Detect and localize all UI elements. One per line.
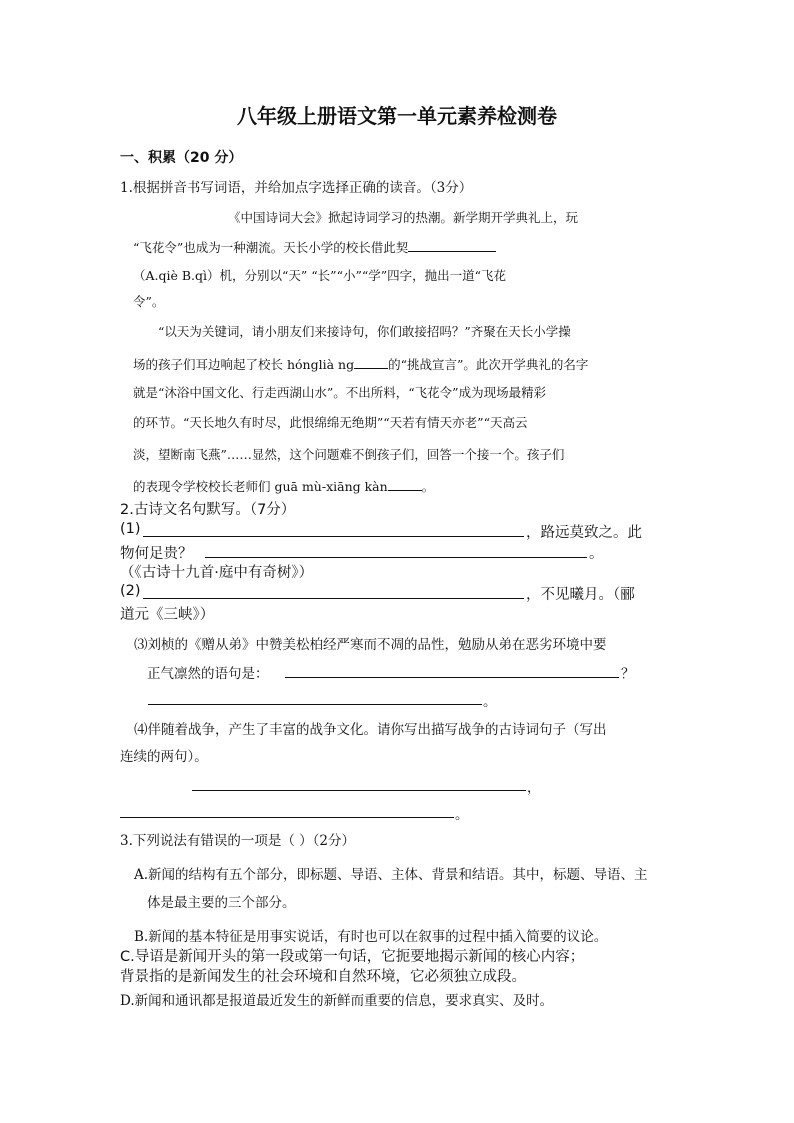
- passage-line: “以天为关键词，请小朋友们来接诗句，你们敢接招吗？”齐聚在天长小学操: [158, 324, 571, 339]
- recitation-label: (2): [120, 583, 141, 599]
- passage-text: 。: [421, 479, 435, 494]
- answer-line[interactable]: [120, 817, 454, 818]
- answer-line[interactable]: [143, 536, 524, 537]
- recitation-text: ，不见曦月。（郦: [526, 587, 635, 603]
- passage-text: “飞花令”也成为一种潮流。天长小学的校长借此契: [133, 240, 409, 255]
- section-heading: 一、积累（20 分）: [120, 150, 243, 166]
- passage-line: [133, 476, 434, 495]
- answer-line[interactable]: [192, 790, 526, 791]
- option-a[interactable]: A.新闻的结构有五个部分，即标题、导语、主体、背景和结语。其中，标题、导语、主: [134, 867, 648, 883]
- passage-line: 的环节。“天长地久有时尽，此恨绵绵无绝期”“天若有情天亦老”“天高云: [133, 415, 528, 430]
- page-title: 八年级上册语文第一单元素养检测卷: [237, 104, 557, 128]
- answer-line[interactable]: [205, 557, 587, 558]
- passage-text: 场的孩子们耳边响起了校长 hónglià ng: [133, 357, 355, 372]
- question-3-stem: 3.下列说法有错误的一项是（ ）（2分）: [120, 833, 356, 849]
- option-c[interactable]: C.导语是新闻开头的第一段或第一句话，它扼要地揭示新闻的核心内容；: [120, 949, 585, 965]
- option-c-continued: 背景指的是新闻发生的社会环境和自然环境，它必须独立成段。: [120, 969, 526, 985]
- passage-line: 淡，望断南飞燕”……显然，这个问题难不倒孩子们，回答一个接一个。孩子们: [133, 447, 565, 462]
- recitation-text: 物何足贵？: [120, 546, 193, 562]
- recitation-prompt: ⑷伴随着战争，产生了丰富的战争文化。请你写出描写战争的古诗词句子（写出: [134, 722, 607, 738]
- question-1-stem: 1.根据拼音书写词语，并给加点字选择正确的读音。（3分）: [120, 180, 473, 196]
- passage-line: [133, 354, 588, 373]
- option-a-continued: 体是最主要的三个部分。: [147, 895, 296, 911]
- option-d[interactable]: D.新闻和通讯都是报道最近发生的新鲜而重要的信息，要求真实、及时。: [120, 993, 554, 1009]
- answer-line[interactable]: [148, 704, 482, 705]
- answer-line[interactable]: [285, 677, 619, 678]
- recitation-prompt: ⑶刘桢的《赠从弟》中赞美松柏经严寒而不凋的品性，勉励从弟在恶劣环境中要: [134, 637, 607, 653]
- recitation-text: ？: [621, 666, 635, 682]
- option-b[interactable]: B.新闻的基本特征是用事实说话，有时也可以在叙事的过程中插入简要的议论。: [134, 929, 608, 945]
- recitation-prompt: 连续的两句）。: [120, 749, 208, 765]
- answer-blank[interactable]: [408, 237, 496, 252]
- passage-line: [133, 237, 496, 256]
- answer-blank[interactable]: [388, 476, 422, 491]
- passage-text: 的“挑战宣言”。此次开学典礼的名字: [388, 357, 589, 372]
- passage-line: （A.qiè B.qì）机，分别以“天” “长”“小”“学”四字，抛出一道“飞花: [133, 268, 507, 283]
- passage-line: 《中国诗词大会》掀起诗词学习的热潮。新学期开学典礼上，玩: [228, 210, 579, 225]
- recitation-text: ，: [527, 780, 541, 796]
- passage-text: 的表现令学校校长老师们 guā mù-xiāng kàn: [133, 479, 388, 494]
- question-2-stem: 2.古诗文名句默写。（7分）: [120, 502, 296, 518]
- passage-line: 就是“沐浴中国文化、行走西湖山水”。不出所料，“飞花令”成为现场最精彩: [133, 385, 547, 400]
- recitation-source: 道元《三峡》）: [120, 607, 215, 623]
- passage-line: 令”。: [133, 294, 165, 309]
- answer-line[interactable]: [143, 598, 524, 599]
- answer-blank[interactable]: [354, 354, 388, 369]
- recitation-text: 。: [455, 807, 469, 823]
- recitation-text: ，路远莫致之。此: [526, 525, 642, 541]
- recitation-label: (1): [120, 521, 141, 537]
- recitation-prompt: 正气凛然的语句是：: [147, 666, 269, 682]
- recitation-text: 。: [483, 694, 497, 710]
- recitation-text: 。: [589, 546, 604, 562]
- recitation-source: （《古诗十九首·庭中有奇树》）: [120, 565, 314, 581]
